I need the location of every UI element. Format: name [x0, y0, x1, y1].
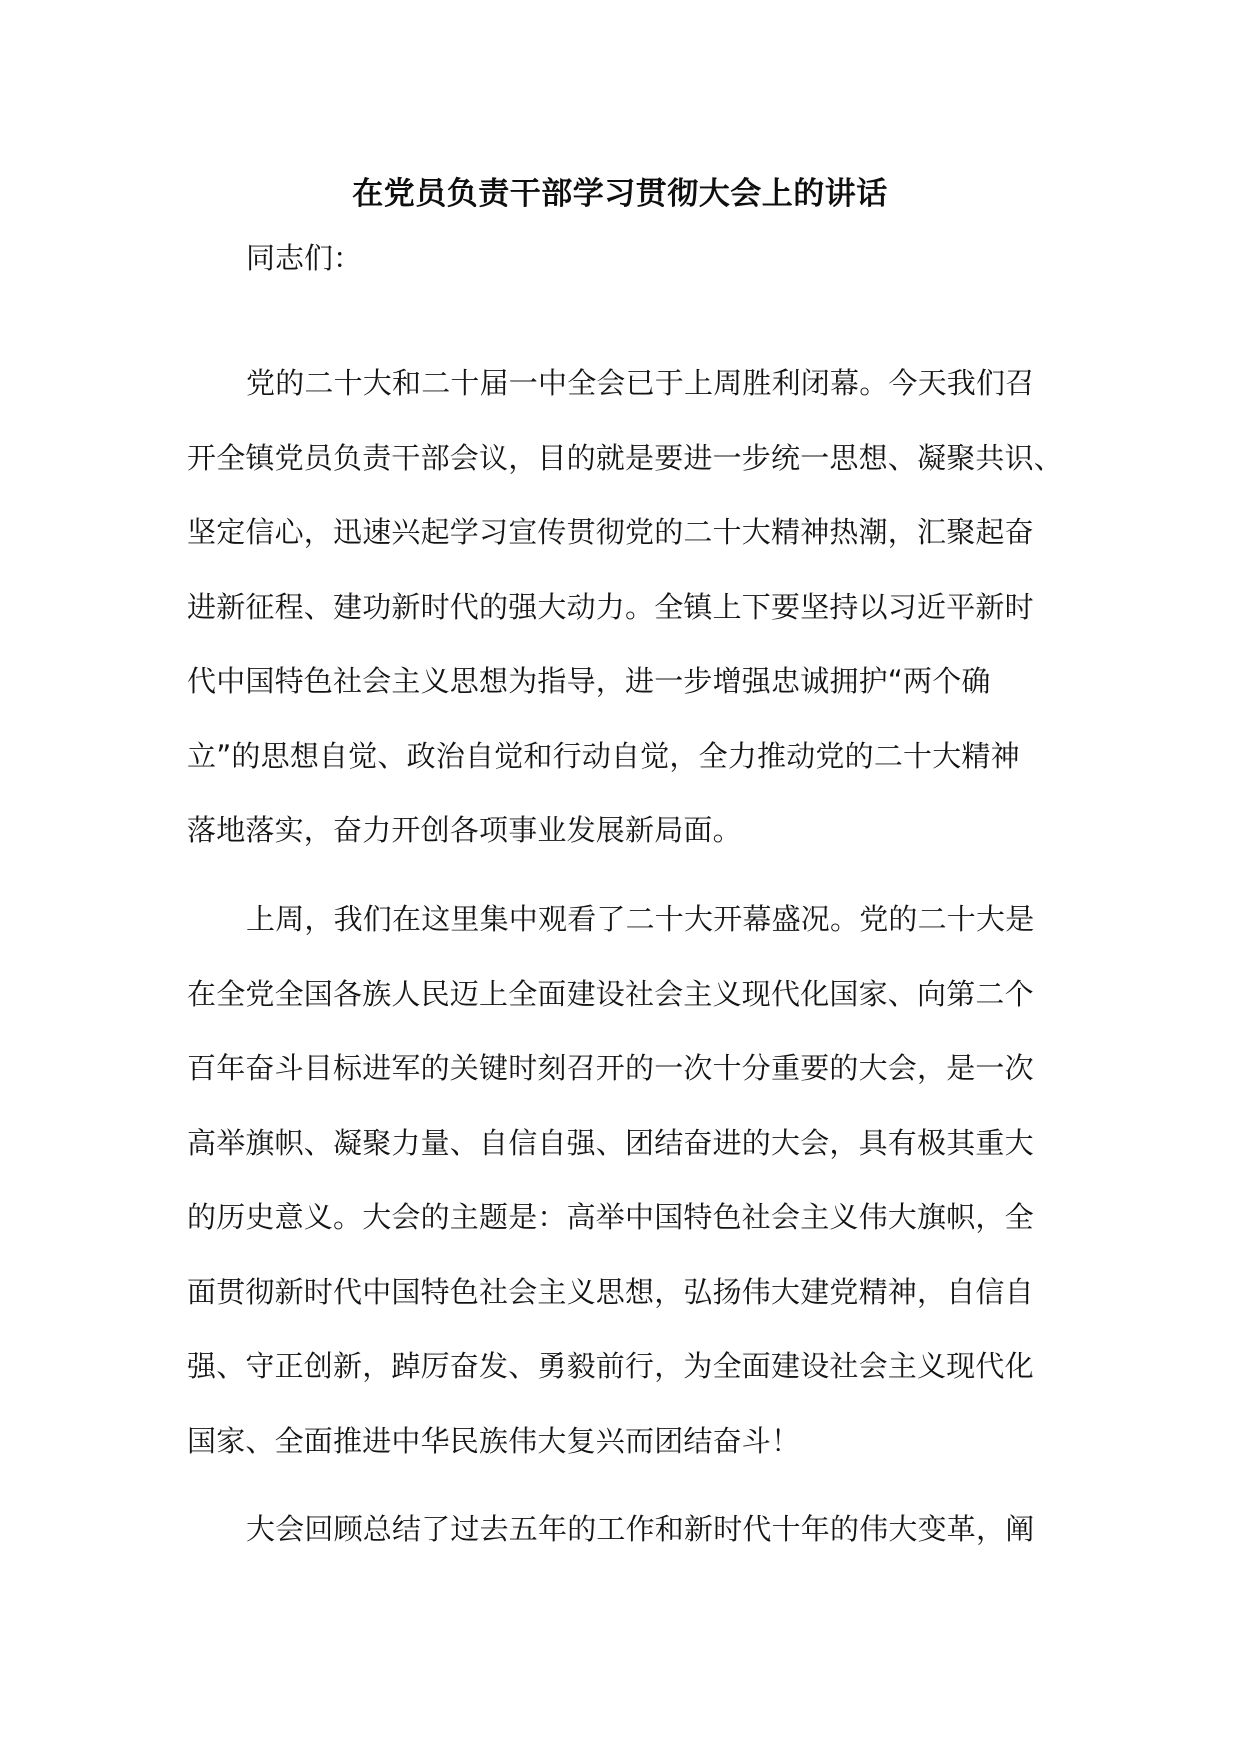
paragraph-line: 代中国特色社会主义思想为指导，进一步增强忠诚拥护“两个确 — [187, 664, 991, 698]
paragraph-line: 的历史意义。大会的主题是：高举中国特色社会主义伟大旗帜，全 — [187, 1200, 1034, 1234]
paragraph-line: 在全党全国各族人民迈上全面建设社会主义现代化国家、向第二个 — [187, 976, 1034, 1011]
paragraph-line: 立”的思想自觉、政治自觉和行动自觉，全力推动党的二十大精神 — [187, 738, 1020, 773]
salutation: 同志们： — [246, 241, 363, 275]
paragraph-line: 面贯彻新时代中国特色社会主义思想，弘扬伟大建党精神，自信自 — [187, 1274, 1034, 1309]
paragraph-1 — [187, 346, 1067, 868]
paragraph-line: 党的二十大和二十届一中全会已于上周胜利闭幕。今天我们召 — [246, 366, 1035, 400]
paragraph-line: 国家、全面推进中华民族伟大复兴而团结奋斗！ — [187, 1423, 801, 1458]
paragraph-line: 开全镇党员负责干部会议，目的就是要进一步统一思想、凝聚共识、 — [187, 440, 1064, 475]
document-title: 在党员负责干部学习贯彻大会上的讲话 — [352, 176, 888, 212]
paragraph-line: 落地落实，奋力开创各项事业发展新局面。 — [187, 813, 742, 847]
paragraph-line: 百年奋斗目标进军的关键时刻召开的一次十分重要的大会，是一次 — [187, 1051, 1034, 1085]
paragraph-line: 进新征程、建功新时代的强大动力。全镇上下要坚持以习近平新时 — [187, 589, 1034, 624]
paragraph-line: 大会回顾总结了过去五年的工作和新时代十年的伟大变革，阐 — [246, 1512, 1035, 1546]
paragraph-line: 强、守正创新，踔厉奋发、勇毅前行，为全面建设社会主义现代化 — [187, 1349, 1034, 1383]
paragraph-3 — [187, 1492, 1067, 1567]
paragraph-line: 上周，我们在这里集中观看了二十大开幕盛况。党的二十大是 — [246, 902, 1035, 936]
paragraph-line: 高举旗帜、凝聚力量、自信自强、团结奋进的大会，具有极其重大 — [187, 1125, 1034, 1160]
paragraph-line: 坚定信心，迅速兴起学习宣传贯彻党的二十大精神热潮，汇聚起奋 — [187, 515, 1034, 549]
paragraph-2 — [187, 882, 1067, 1478]
